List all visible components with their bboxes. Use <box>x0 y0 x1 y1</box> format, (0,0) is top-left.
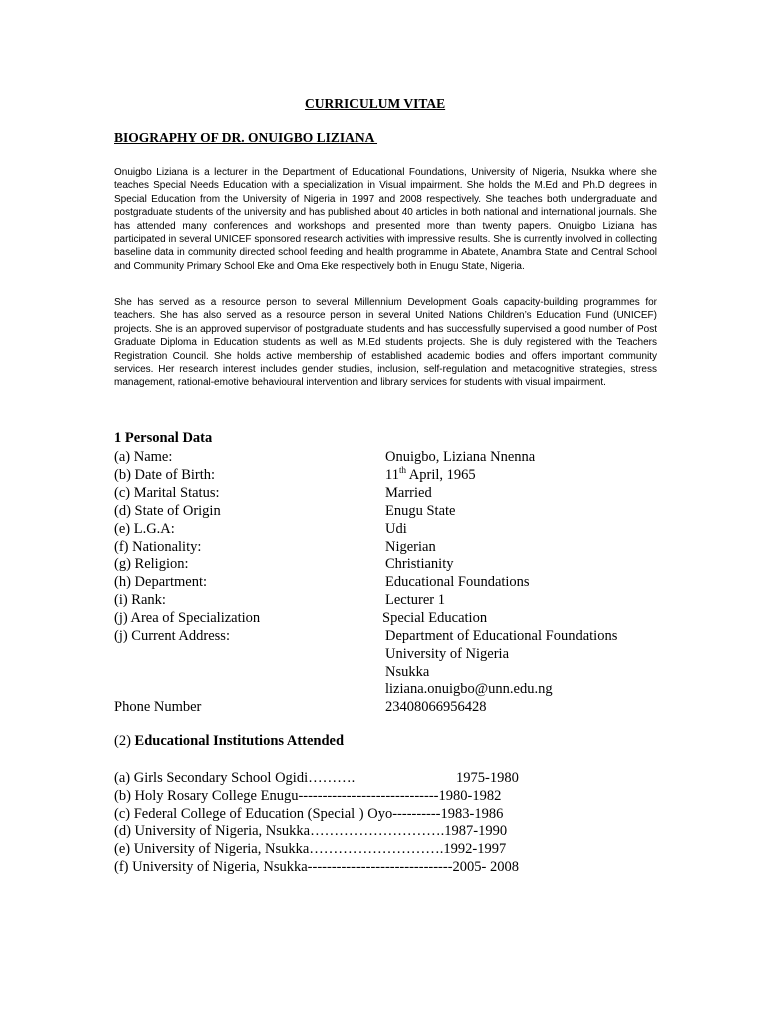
education-item <box>114 805 503 823</box>
education-item-years: 1992-1997 <box>443 841 507 857</box>
address-label: (j) Current Address: <box>114 628 230 644</box>
phone-value: 23408066956428 <box>385 699 487 715</box>
dob-day: 11 <box>385 467 399 483</box>
lga-label: (e) L.G.A: <box>114 521 175 537</box>
education-heading-number: (2) <box>114 733 135 749</box>
marital-value: Married <box>385 485 432 501</box>
name-label: (a) Name: <box>114 449 173 465</box>
education-item-years: 1983-1986 <box>440 806 504 822</box>
education-item <box>114 787 501 805</box>
personal-data-heading: 1 Personal Data <box>114 430 213 446</box>
biography-heading: BIOGRAPHY OF DR. ONUIGBO LIZIANA <box>114 130 378 145</box>
education-item-text: (c) Federal College of Education (Special ) Oyo---------- <box>114 806 441 822</box>
phone-label: Phone Number <box>114 699 202 715</box>
biography-paragraph-1: Onuigbo Liziana is a lecturer in the Department of Educational Foundations, University of Nigeria, Nsukka where she teaches Special Needs Education with a specialization in Visual impairment. She holds the M.Ed and Ph.D degrees in Special Education from the University of Nigeria in 1997 and 2008 respectively. She teaches both undergraduate and postgraduate students of the university and has published about 40 articles in both national and international journals. She has attended many conferences and workshops and presented more than twenty papers. Onuigbo Liziana has participated in several UNICEF sponsored research activities with impressive results. She is currently involved in collecting baseline data in community directed school feeding and health programme in Abatete, Anambra State and Central School and Community Primary School Eke and Oma Eke respectively both in Enugu State, Nigeria. <box>114 167 657 272</box>
state-label: (d) State of Origin <box>114 503 221 519</box>
education-item <box>114 822 507 840</box>
dob-rest: April, 1965 <box>405 467 476 483</box>
education-item-years: 1975-1980 <box>456 770 519 786</box>
rank-label: (i) Rank: <box>114 592 166 608</box>
education-heading <box>114 733 344 750</box>
biography-paragraph-2: She has served as a resource person to several Millennium Development Goals capacity-building programmes for teachers. She has also served as a resource person in several United Nations Children’s Education Fund (UNICEF) projects. She is an approved supervisor of postgraduate students and has successfully supervised a good number of Post Graduate Diploma in Education students as well as M.Ed students projects. She is duly registered with the Teachers Registration Council. She holds active membership of established academic bodies and offers important community services. Her research interest includes gender studies, inclusion, self-regulation and metacognitive strategies, stress management, rational-emotive behavioural intervention and library services for students with visual impairment. <box>114 297 657 389</box>
rank-value: Lecturer 1 <box>385 592 445 608</box>
address-line-2: University of Nigeria <box>385 646 510 662</box>
specialization-value: Special Education <box>382 610 488 626</box>
education-item-years: 2005- 2008 <box>452 859 520 875</box>
state-value: Enugu State <box>385 503 456 519</box>
education-item-text: (f) University of Nigeria, Nsukka------------------------------ <box>114 859 453 875</box>
religion-label: (g) Religion: <box>114 556 189 572</box>
email-value: liziana.onuigbo@unn.edu.ng <box>385 681 553 697</box>
education-item-years: 1987-1990 <box>444 823 508 839</box>
education-item-text: (e) University of Nigeria, Nsukka………………………. <box>114 841 444 857</box>
lga-value: Udi <box>385 521 407 537</box>
education-item-years: 1980-1982 <box>438 788 502 804</box>
education-item <box>114 840 506 858</box>
dob-label: (b) Date of Birth: <box>114 467 216 483</box>
religion-value: Christianity <box>385 556 454 572</box>
document-title: CURRICULUM VITAE <box>305 96 446 111</box>
education-item-text: (a) Girls Secondary School Ogidi………. <box>114 770 356 786</box>
department-label: (h) Department: <box>114 574 208 590</box>
address-line-1: Department of Educational Foundations <box>385 628 618 644</box>
dob-suffix: th <box>398 465 406 476</box>
address-line-3: Nsukka <box>385 664 430 680</box>
education-item-text: (d) University of Nigeria, Nsukka………………………. <box>114 823 445 839</box>
education-heading-text: Educational Institutions Attended <box>134 733 345 749</box>
education-item <box>114 858 519 876</box>
education-item <box>114 769 519 787</box>
nationality-label: (f) Nationality: <box>114 539 202 555</box>
specialization-label: (j) Area of Specialization <box>114 610 261 626</box>
marital-label: (c) Marital Status: <box>114 485 220 501</box>
dob-value <box>385 466 476 484</box>
education-item-text: (b) Holy Rosary College Enugu----------------------------- <box>114 788 439 804</box>
department-value: Educational Foundations <box>385 574 530 590</box>
nationality-value: Nigerian <box>385 539 436 555</box>
name-value: Onuigbo, Liziana Nnenna <box>385 449 536 465</box>
